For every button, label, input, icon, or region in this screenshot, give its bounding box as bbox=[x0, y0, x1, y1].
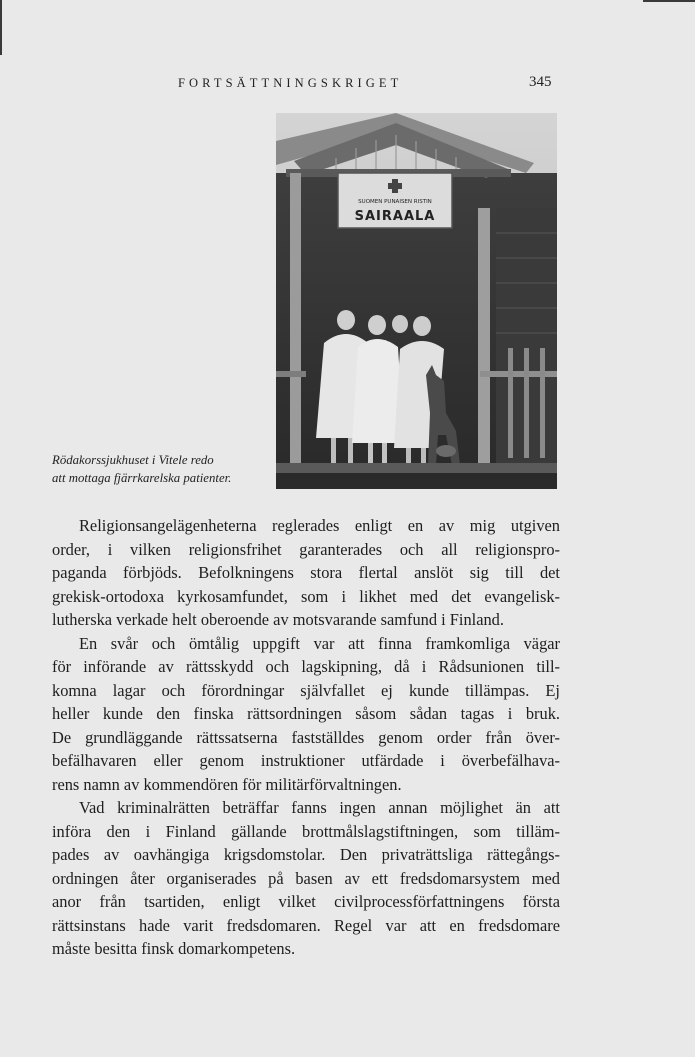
text-line: pades av oavhängiga krigsdomstolar. Den privaträttsliga rättegångs- bbox=[52, 845, 560, 864]
text-line: anor från tsartiden, enligt vilket civilprocessförfattningens första bbox=[52, 892, 560, 911]
text-line: Religionsangelägenheterna reglerades enligt en av mig utgiven bbox=[79, 516, 560, 535]
text-line: paganda förbjöds. Befolkningens stora flertal anslöt sig till det bbox=[52, 563, 560, 582]
text-line: order, i vilken religionsfrihet garanterades och all religionspro- bbox=[52, 539, 560, 559]
text-line: befälhavaren eller genom instruktioner utfärdade i överbefälhava- bbox=[52, 751, 560, 770]
text-line: grekisk-ortodoxa kyrkosamfundet, som i likhet med det evangelisk- bbox=[52, 586, 560, 606]
text-line: Vad kriminalrätten beträffar fanns ingen annan möjlighet än att bbox=[79, 798, 560, 817]
text-line: En svår och ömtålig uppgift var att finna framkomliga vägar bbox=[79, 633, 560, 653]
page-edge-mark bbox=[643, 0, 695, 2]
text-line: lutherska verkade helt oberoende av motsvarande samfund i Finland. bbox=[52, 610, 504, 629]
text-line: rens namn av kommendören för militärförvaltningen. bbox=[52, 774, 402, 794]
caption-line: Rödakorssjukhuset i Vitele redo bbox=[52, 453, 214, 467]
photo-caption bbox=[52, 451, 272, 487]
text-line: rättsinstans hade varit fredsdomaren. Regel var att en fredsdomare bbox=[52, 915, 560, 935]
page-edge-mark bbox=[0, 0, 2, 55]
text-line: för införande av rättsskydd och lagskipning, då i Rådsunionen till- bbox=[52, 657, 560, 676]
text-line: ordningen åter organiserades på basen av ett fredsdomarsystem med bbox=[52, 868, 560, 888]
text-line: komna lagar och förordningar självfallet ej kunde tillämpas. Ej bbox=[52, 680, 560, 700]
text-line: heller kunde den finska rättsordningen såsom sådan tagas i bruk. bbox=[52, 704, 560, 723]
sign-small-text: SUOMEN PUNAISEN RISTIN bbox=[358, 199, 432, 205]
body-text bbox=[52, 514, 560, 961]
text-line: De grundläggande rättssatserna fastställdes genom order från över- bbox=[52, 727, 560, 747]
page-number: 345 bbox=[529, 74, 552, 90]
running-head: FORTSÄTTNINGSKRIGET bbox=[178, 76, 403, 90]
hospital-photo bbox=[276, 113, 557, 489]
text-line: införa den i Finland gällande brottmålslagstiftningen, som tilläm- bbox=[52, 821, 560, 841]
sign-large-text: SAIRAALA bbox=[354, 209, 436, 224]
caption-line: att mottaga fjärrkarelska patienter. bbox=[52, 471, 232, 485]
text-line: måste besitta finsk domarkompetens. bbox=[52, 939, 296, 958]
